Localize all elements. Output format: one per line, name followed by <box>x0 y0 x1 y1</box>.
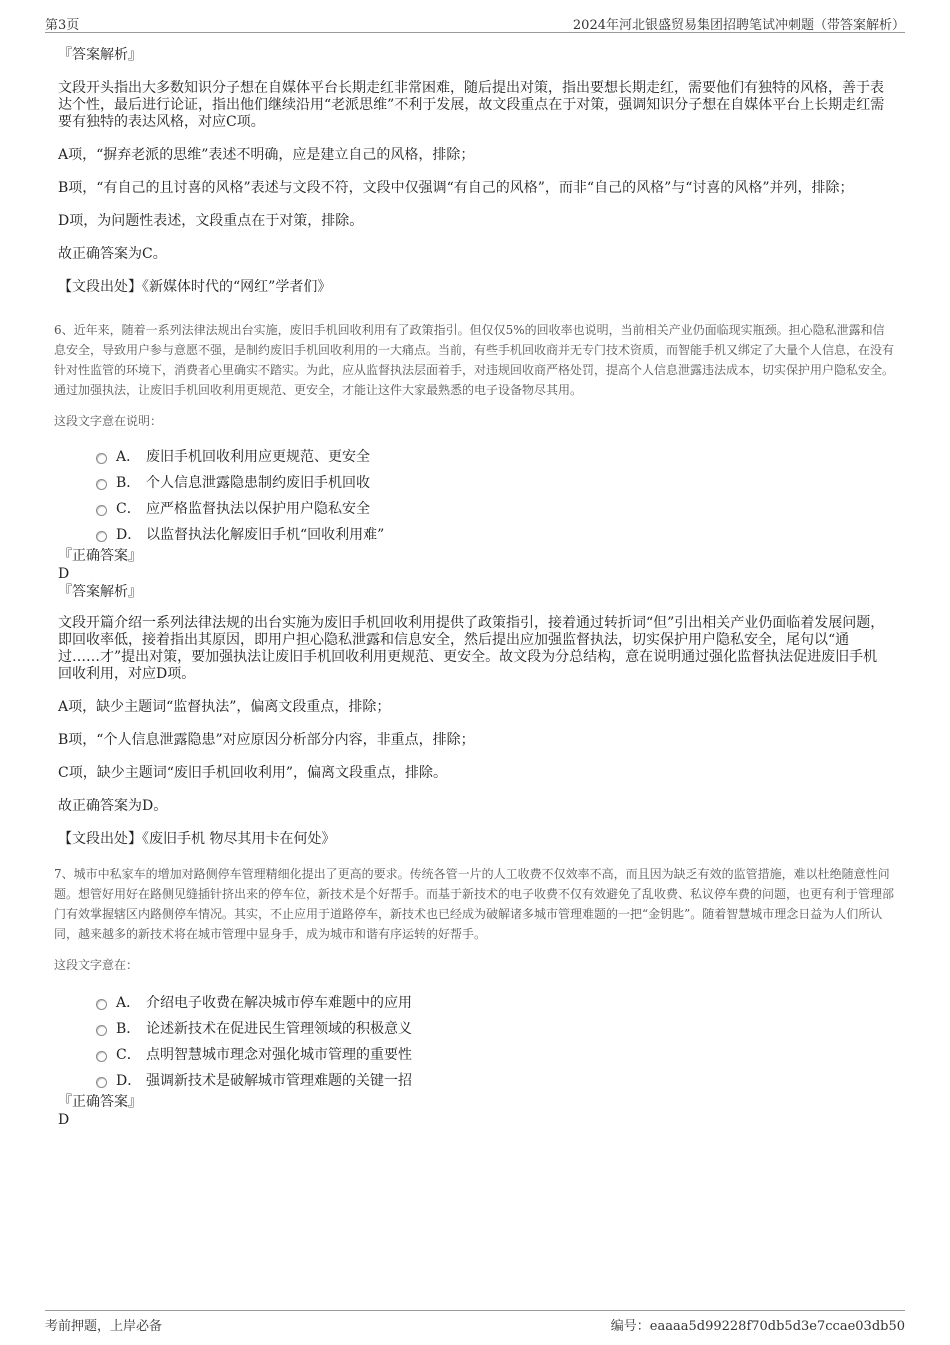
analysis-option-d: D项，为问题性表述，文段重点在于对策，排除。 <box>58 213 364 229</box>
question-7-prompt: 这段文字意在： <box>54 958 139 972</box>
page-footer <box>45 1310 905 1335</box>
correct-answer-tag: 『正确答案』 <box>58 548 142 564</box>
analysis-conclusion: 故正确答案为D。 <box>58 798 168 814</box>
question-6-text: 6、近年来，随着一系列法律法规出台实施，废旧手机回收利用有了政策指引。但仅仅5%的回收率也说明，当前相关产业仍面临现实瓶颈。担心隐私泄露和信息安全，导致用户参与意愿不强，是制约废旧手机回收利用的一大痛点。当前，有些手机回收商并无专门技术资质，而智能手机又绑定了大量个人信息，在没有针对性监管的环境下，消费者心里确实不踏实。为此，应从监督执法层面着手，对违规回收商严格处罚，提高个人信息泄露违法成本，切实保护用户隐私安全。通过加强执法，让废旧手机回收利用更规范、更安全，才能让这件大家最熟悉的电子设备物尽其用。 <box>54 323 895 397</box>
option-a[interactable]: A． 介绍电子收费在解决城市停车难题中的应用 <box>96 989 950 1015</box>
analysis-tag: 『答案解析』 <box>58 584 142 600</box>
radio-button[interactable] <box>96 1051 107 1062</box>
footer-slogan: 考前押题，上岸必备 <box>45 1319 163 1334</box>
question-7-text: 7、城市中私家车的增加对路侧停车管理精细化提出了更高的要求。传统各管一片的人工收费不仅效率不高，而且因为缺乏有效的监管措施，难以杜绝随意性问题。想管好用好在路侧见缝插针挤出来的停车位，新技术是个好帮手。而基于新技术的电子收费不仅有效避免了乱收费、私议停车费的问题，也更有利于管理部门有效掌握辖区内路侧停车情况。其实，不止应用于道路停车，新技术也已经成为破解诸多城市管理难题的一把“金钥匙”。随着智慧城市理念日益为人们所认同，越来越多的新技术将在城市管理中显身手，成为城市和谐有序运转的好帮手。 <box>54 867 895 941</box>
radio-button[interactable] <box>96 1025 107 1036</box>
option-b[interactable]: B． 个人信息泄露隐患制约废旧手机回收 <box>96 469 950 495</box>
correct-answer-tag: 『正确答案』 <box>58 1094 142 1110</box>
question-6-options <box>96 443 950 547</box>
analysis-option-a: A项，缺少主题词“监督执法”，偏离文段重点，排除； <box>58 699 391 715</box>
page-number: 第3页 <box>45 18 80 33</box>
radio-button[interactable] <box>96 1077 107 1088</box>
correct-answer: D <box>58 1112 70 1128</box>
passage-source: 【文段出处】《新媒体时代的“网红”学者们》 <box>58 279 332 295</box>
analysis-paragraph: 文段开头指出大多数知识分子想在自媒体平台长期走红非常困难，随后提出对策，指出要想长期走红，需要他们有独特的风格，善于表达个性，最后进行论证，指出他们继续沿用“老派思维”不利于发展，故文段重点在于对策，强调知识分子想在自媒体平台上长期走红需要有独特的表达风格，对应C项。 <box>58 80 885 130</box>
question-7-options <box>96 989 950 1093</box>
page-header <box>45 12 905 33</box>
passage-source: 【文段出处】《废旧手机 物尽其用卡在何处》 <box>58 831 336 847</box>
document-title: 2024年河北银盛贸易集团招聘笔试冲刺题（带答案解析） <box>572 18 905 33</box>
radio-button[interactable] <box>96 531 107 542</box>
radio-button[interactable] <box>96 505 107 516</box>
analysis-option-b: B项，“个人信息泄露隐患”对应原因分析部分内容，非重点，排除； <box>58 732 475 748</box>
analysis-option-b: B项，“有自己的且讨喜的风格”表述与文段不符，文段中仅强调“有自己的风格”，而非“自己的风格”与“讨喜的风格”并列，排除； <box>58 180 854 196</box>
analysis-option-c: C项，缺少主题词“废旧手机回收利用”，偏离文段重点，排除。 <box>58 765 448 781</box>
analysis-option-a: A项，“摒弃老派的思维”表述不明确，应是建立自己的风格，排除； <box>58 147 475 163</box>
option-a[interactable]: A． 废旧手机回收利用应更规范、更安全 <box>96 443 950 469</box>
document-id: 编号：eaaaa5d99228f70db5d3e7ccae03db50 <box>610 1319 905 1334</box>
analysis-paragraph: 文段开篇介绍一系列法律法规的出台实施为废旧手机回收利用提供了政策指引，接着通过转折词“但”引出相关产业仍面临着发展问题，即回收率低，接着指出其原因，即用户担心隐私泄露和信息安全，然后提出应加强监督执法，切实保护用户隐私安全，尾句以“通过……才”提出对策，要加强执法让废旧手机回收利用更规范、更安全。故文段为分总结构，意在说明通过强化监督执法促进废旧手机回收利用，对应D项。 <box>58 615 885 682</box>
correct-answer: D <box>58 566 70 582</box>
option-c[interactable]: C． 点明智慧城市理念对强化城市管理的重要性 <box>96 1041 950 1067</box>
option-d[interactable]: D． 以监督执法化解废旧手机“回收利用难” <box>96 521 950 547</box>
analysis-conclusion: 故正确答案为C。 <box>58 246 167 262</box>
page-content <box>0 46 950 1129</box>
radio-button[interactable] <box>96 479 107 490</box>
option-d[interactable]: D． 强调新技术是破解城市管理难题的关键一招 <box>96 1067 950 1093</box>
radio-button[interactable] <box>96 999 107 1010</box>
option-b[interactable]: B． 论述新技术在促进民生管理领域的积极意义 <box>96 1015 950 1041</box>
analysis-tag: 『答案解析』 <box>58 47 142 63</box>
radio-button[interactable] <box>96 453 107 464</box>
question-6-prompt: 这段文字意在说明： <box>54 414 163 428</box>
option-c[interactable]: C． 应严格监督执法以保护用户隐私安全 <box>96 495 950 521</box>
